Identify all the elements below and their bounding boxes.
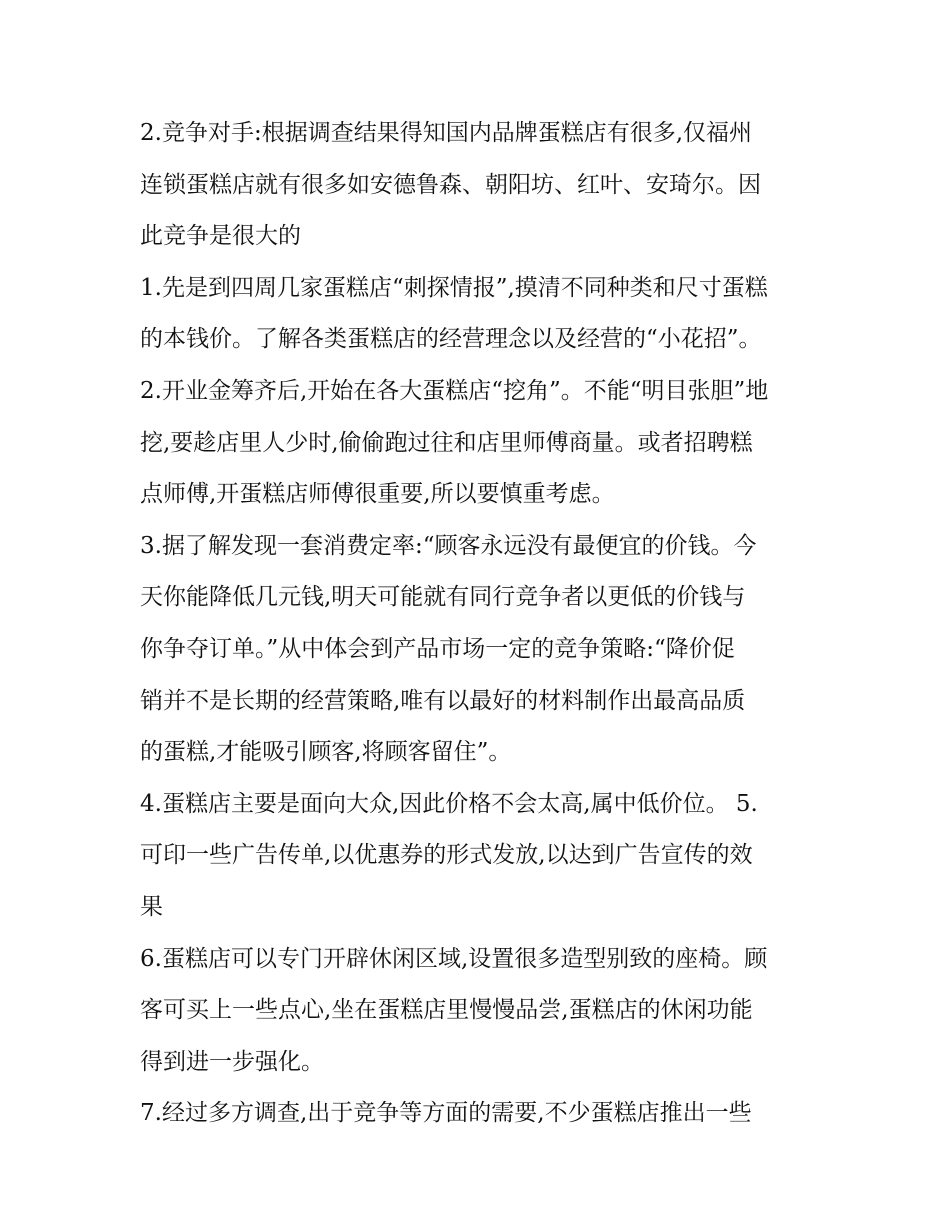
text-line: 的本钱价。了解各类蛋糕店的经营理念以及经营的“小花招”。 — [140, 326, 762, 353]
text-line: 4.蛋糕店主要是面向大众,因此价格不会太高,属中低价位。 5. — [140, 790, 758, 817]
text-line: 1.先是到四周几家蛋糕店“刺探情报”,摸清不同种类和尺寸蛋糕 — [140, 274, 768, 301]
text-line: 3.据了解发现一套消费定率:“顾客永远没有最便宜的价钱。今 — [140, 532, 757, 559]
text-line: 天你能降低几元钱,明天可能就有同行竞争者以更低的价钱与 — [140, 584, 746, 611]
text-line: 挖,要趁店里人少时,偷偷跑过往和店里师傅商量。或者招聘糕 — [140, 429, 753, 456]
text-line: 连锁蛋糕店就有很多如安德鲁森、朝阳坊、红叶、安琦尔。因 — [140, 171, 761, 198]
text-line: 果 — [140, 893, 163, 920]
text-line: 2.竞争对手:根据调查结果得知国内品牌蛋糕店有很多,仅福州 — [140, 120, 753, 146]
text-line: 销并不是长期的经营策略,唯有以最好的材料制作出最高品质 — [140, 687, 746, 714]
text-line: 可印一些广告传单,以优惠券的形式发放,以达到广告宣传的效 — [140, 842, 753, 869]
text-line: 6.蛋糕店可以专门开辟休闲区域,设置很多造型别致的座椅。顾 — [140, 945, 768, 972]
text-line: 此竞争是很大的 — [140, 223, 301, 250]
text-line: 2.开业金筹齐后,开始在各大蛋糕店“挖角”。不能“明目张胆”地 — [140, 377, 769, 404]
text-line: 你争夺订单。”从中体会到产品市场一定的竞争策略:“降价促 — [140, 635, 735, 662]
document-body — [140, 108, 820, 1140]
text-line: 得到进一步强化。 — [140, 1048, 324, 1075]
text-line: 客可买上一些点心,坐在蛋糕店里慢慢品尝,蛋糕店的休闲功能 — [140, 997, 753, 1024]
text-line: 点师傅,开蛋糕店师傅很重要,所以要慎重考虑。 — [140, 481, 615, 508]
text-line: 7.经过多方调查,出于竞争等方面的需要,不少蛋糕店推出一些 — [140, 1100, 752, 1127]
text-line: 的蛋糕,才能吸引顾客,将顾客留住”。 — [140, 739, 512, 766]
